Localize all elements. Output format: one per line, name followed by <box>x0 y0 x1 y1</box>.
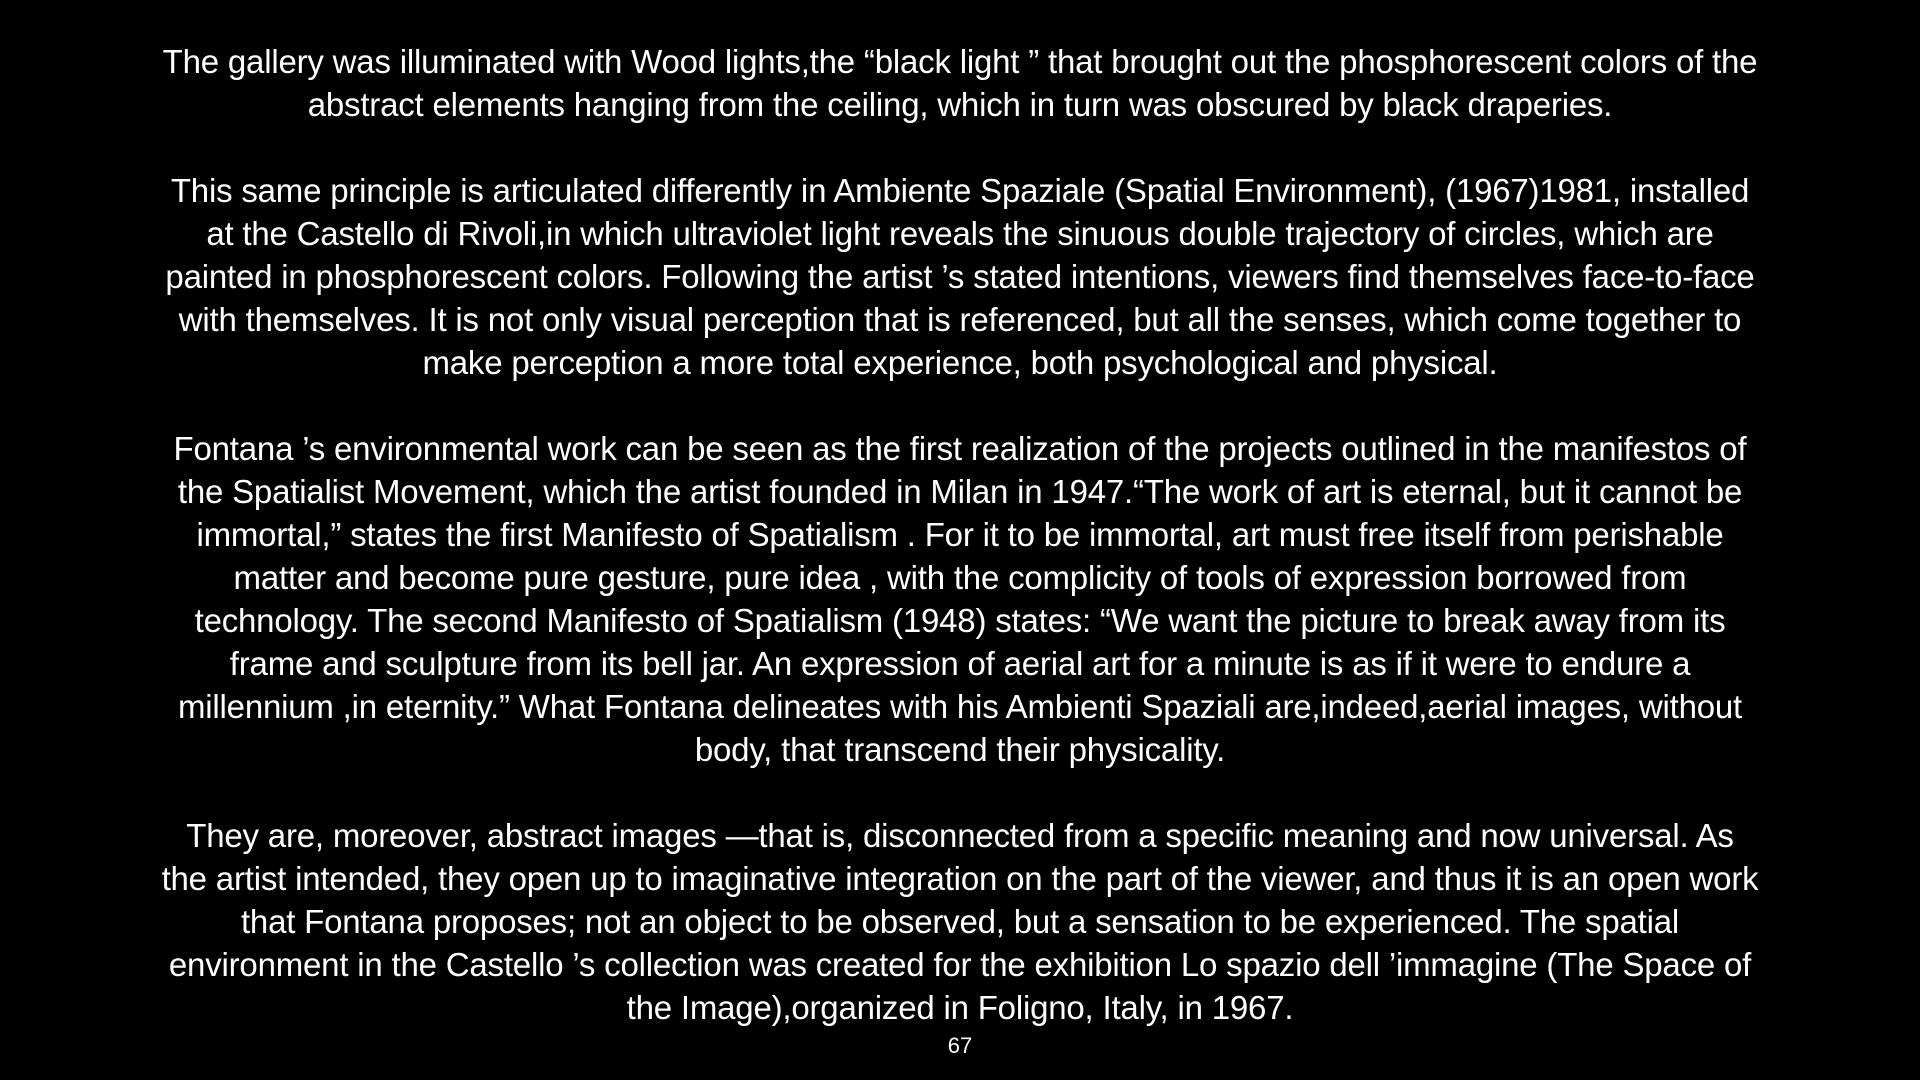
text-line: body, that transcend their physicality. <box>694 731 1226 768</box>
text-line: environment in the Castello ’s collection was created for the exhibition Lo spazio dell ’immagine (The Space of <box>168 946 1752 983</box>
text-line: make perception a more total experience, both psychological and physical. <box>422 344 1498 381</box>
paragraph-1 <box>55 40 1865 126</box>
text-line: immortal,” states the first Manifesto of Spatialism . For it to be immortal, art must free itself from perishable <box>196 516 1724 553</box>
paragraph-3 <box>55 427 1865 771</box>
paragraph-2 <box>55 169 1865 384</box>
text-line: frame and sculpture from its bell jar. An expression of aerial art for a minute is as if it were to endure a <box>229 645 1691 682</box>
text-line: This same principle is articulated differently in Ambiente Spaziale (Spatial Environment), (1967)1981, installed <box>170 172 1750 209</box>
text-line: They are, moreover, abstract images —that is, disconnected from a specific meaning and now universal. As <box>186 817 1734 854</box>
body-text <box>55 40 1865 1029</box>
text-line: Fontana ’s environmental work can be seen as the first realization of the projects outlined in the manifestos of <box>173 430 1747 467</box>
page-number: 67 <box>947 1033 973 1058</box>
text-line: at the Castello di Rivoli,in which ultraviolet light reveals the sinuous double trajectory of circles, which are <box>206 215 1714 252</box>
text-line: the artist intended, they open up to imaginative integration on the part of the viewer, and thus it is an open work <box>161 860 1759 897</box>
text-line: The gallery was illuminated with Wood lights,the “black light ” that brought out the phosphorescent colors of the <box>162 43 1758 80</box>
text-line: that Fontana proposes; not an object to be observed, but a sensation to be experienced. The spatial <box>240 903 1680 940</box>
text-line: the Image),organized in Foligno, Italy, in 1967. <box>626 989 1294 1026</box>
text-line: with themselves. It is not only visual perception that is referenced, but all the senses, which come together to <box>178 301 1742 338</box>
text-line: technology. The second Manifesto of Spatialism (1948) states: “We want the picture to break away from its <box>194 602 1726 639</box>
text-line: painted in phosphorescent colors. Following the artist ’s stated intentions, viewers find themselves face-to-face <box>165 258 1755 295</box>
text-line: matter and become pure gesture, pure idea , with the complicity of tools of expression borrowed from <box>233 559 1687 596</box>
text-line: the Spatialist Movement, which the artist founded in Milan in 1947.“The work of art is eternal, but it cannot be <box>177 473 1743 510</box>
text-line: millennium ,in eternity.” What Fontana delineates with his Ambienti Spaziali are,indeed,aerial images, without <box>177 688 1743 725</box>
text-line: abstract elements hanging from the ceiling, which in turn was obscured by black draperies. <box>307 86 1613 123</box>
paragraph-4 <box>55 814 1865 1029</box>
